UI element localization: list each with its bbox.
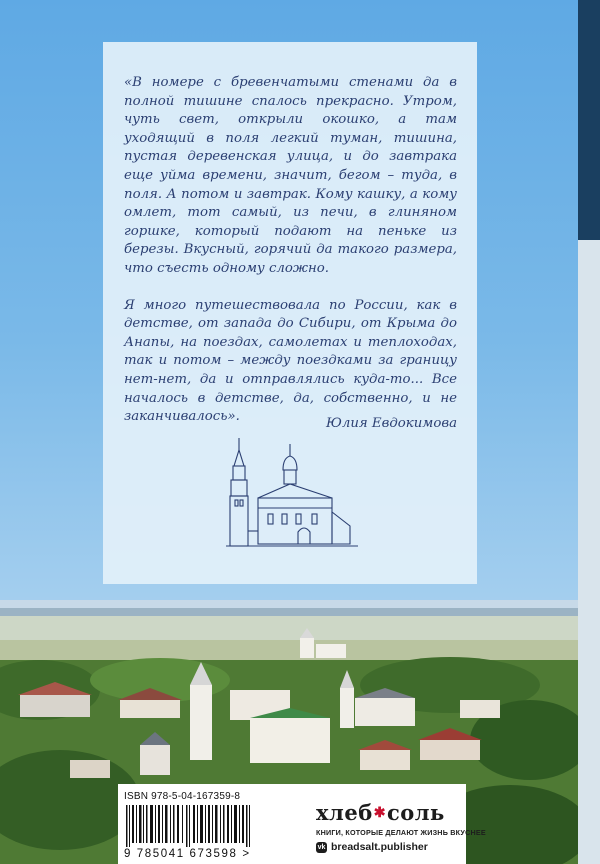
publisher-name-left: хлеб — [316, 800, 373, 825]
isbn-text: ISBN 978-5-04-167359-8 — [124, 791, 241, 802]
quote-paragraph-1: «В номере с бревенчатыми стенами да в полной тишине спалось прекрасно. Утром, чуть свет, открыли окошко, а там уходящий в поля легкий туман, тишина, пустая деревенская улица, и до завтрака еще уйма времени, значит, бегом – туда, в поля. А потом и завтрак. Кому кашку, а кому омлет, тот самый, из печи, в глиняном горшке, который подают на пеньке из березы. Вкусный, горячий да такого размера, что съесть одному сложно. — [124, 75, 457, 276]
quote-text — [124, 74, 457, 427]
quote-paragraph-2: Я много путешествовала по России, как в детстве, от запада до Сибири, от Крыма до Анапы, на поездах, самолетах и теплоходах, так и потом – между поездками за границу нет-нет, да и отправлялись куда-то... Все началось в детстве, да, собственно, и не заканчивалось». — [124, 297, 457, 425]
publisher-logo — [316, 800, 445, 825]
publisher-site: breadsalt.publisher — [331, 841, 428, 853]
quote-author: Юлия Евдокимова — [325, 416, 457, 431]
barcode-graphic — [124, 805, 258, 847]
vk-icon: vk — [317, 843, 326, 851]
publisher-name-right: соль — [386, 800, 445, 825]
publisher-tagline: КНИГИ, КОТОРЫЕ ДЕЛАЮТ ЖИЗНЬ ВКУСНЕЕ — [316, 828, 486, 837]
barcode-digits: 9 785041 673598 > — [124, 848, 251, 860]
spine-edge-light — [578, 240, 600, 864]
church-sketch-icon — [222, 436, 362, 556]
star-icon: ✱ — [373, 805, 386, 821]
publisher-social — [316, 841, 428, 853]
